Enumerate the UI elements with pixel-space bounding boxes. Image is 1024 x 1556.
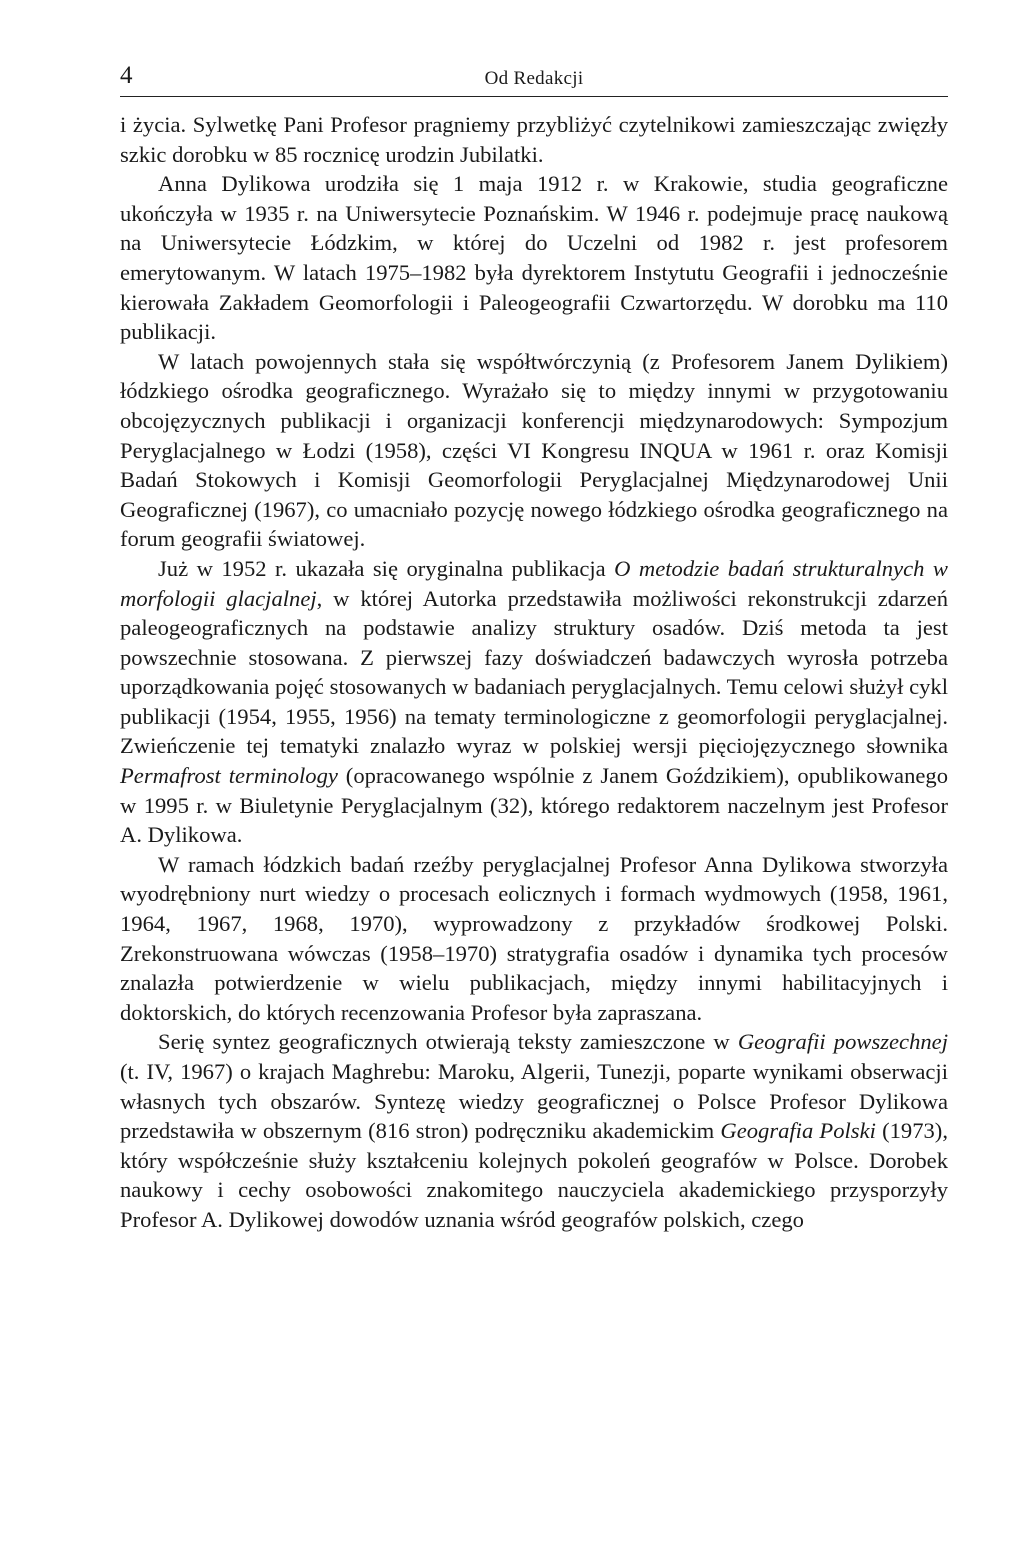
paragraph	[120, 110, 948, 169]
text-segment: Już w 1952 r. ukazała się oryginalna publikacja	[158, 555, 615, 581]
paragraph	[120, 347, 948, 554]
text-segment: W latach powojennych stała się współtwórczynią (z Profesorem Janem Dylikiem) łódzkiego ośrodka geograficznego. Wyrażało się to między innymi w przygotowaniu obcojęzycznych publikacji i organizacji konferencji międzynarodowych: Sympozjum Peryglacjalnego w Łodzi (1958), części VI Kongresu INQUA w 1961 r. oraz Komisji Badań Stokowych i Komisji Geomorfologii Peryglacjalnej Międzynarodowej Unii Geograficznej (1967), co umacniało pozycję nowego łódzkiego ośrodka geograficznego na forum geografii światowej.	[120, 348, 948, 552]
text-segment: (t. IV, 1967) o krajach Maghrebu: Maroku, Algerii, Tunezji, poparte wynikami obserwacji własnych tych obszarów. Syntezę wiedzy geograficznej o Polsce Profesor Dylikowa przedstawiła w obszernym (816 stron) podręczniku akademickim	[120, 1059, 948, 1144]
page-number: 4	[120, 62, 133, 89]
article-body	[120, 110, 948, 1235]
book-title: O metodzie badań strukturalnych w morfologii glacjalnej	[120, 555, 948, 611]
text-segment: Serię syntez geograficznych otwierają teksty zamieszczone w	[158, 1029, 738, 1055]
text-segment: W ramach łódzkich badań rzeźby peryglacjalnej Profesor Anna Dylikowa stworzyła wyodrębniony nurt wiedzy o procesach eolicznych i formach wydmowych (1958, 1961, 1964, 1967, 1968, 1970), wyprowadzony z przykładów środkowej Polski. Zrekonstruowana wówczas (1958–1970) stratygrafia osadów i dynamika tych procesów znalazła potwierdzenie w wielu publikacjach, między innymi habilitacyjnych i doktorskich, do których recenzowania Profesor była zapraszana.	[120, 851, 948, 1025]
paragraph	[120, 850, 948, 1028]
running-title: Od Redakcji	[484, 68, 584, 89]
text-segment: (opracowanego wspólnie z Janem Goździkiem), opublikowanego w 1995 r. w Biuletynie Peryglacjalnym (32), którego redaktorem naczelnym jest Profesor A. Dylikowa.	[120, 763, 948, 848]
page-header	[120, 60, 948, 97]
book-title: Geografia Polski	[720, 1118, 876, 1144]
paragraph	[120, 169, 948, 347]
text-segment: Anna Dylikowa urodziła się 1 maja 1912 r. w Krakowie, studia geograficzne ukończyła w 1935 r. na Uniwersytecie Poznańskim. W 1946 r. podejmuje pracę naukową na Uniwersytecie Łódzkim, w której do Uczelni od 1982 r. jest profesorem emerytowanym. W latach 1975–1982 była dyrektorem Instytutu Geografii i jednocześnie kierowała Zakładem Geomorfologii i Paleogeografii Czwartorzędu. W dorobku ma 110 publikacji.	[120, 171, 948, 345]
paragraph	[120, 554, 948, 850]
book-title: Permafrost terminology	[120, 763, 338, 789]
book-title: Geografii powszechnej	[737, 1029, 948, 1055]
text-segment: , w której Autorka przedstawiła możliwości rekonstrukcji zdarzeń paleogeograficznych na podstawie analizy struktury osadów. Dziś metoda ta jest powszechnie stosowana. Z pierwszej fazy doświadczeń badawczych wyrosła potrzeba uporządkowania pojęć stosowanych w badaniach peryglacjalnych. Temu celowi służył cykl publikacji (1954, 1955, 1956) na tematy terminologiczne z geomorfologii peryglacjalnej. Zwieńczenie tej tematyki znalazło wyraz w polskiej wersji pięciojęzycznego słownika	[120, 585, 948, 759]
text-segment: i życia. Sylwetkę Pani Profesor pragniemy przybliżyć czytelnikowi zamieszczając zwięzły szkic dorobku w 85 rocznicę urodzin Jubilatki.	[120, 112, 948, 167]
paragraph	[120, 1027, 948, 1234]
text-segment: (1973), który współcześnie służy kształceniu kolejnych pokoleń geografów w Polsce. Dorobek naukowy i cechy osobowości znakomitego nauczyciela akademickiego przysporzyły Profesor A. Dylikowej dowodów uznania wśród geografów polskich, czego	[120, 1118, 948, 1232]
